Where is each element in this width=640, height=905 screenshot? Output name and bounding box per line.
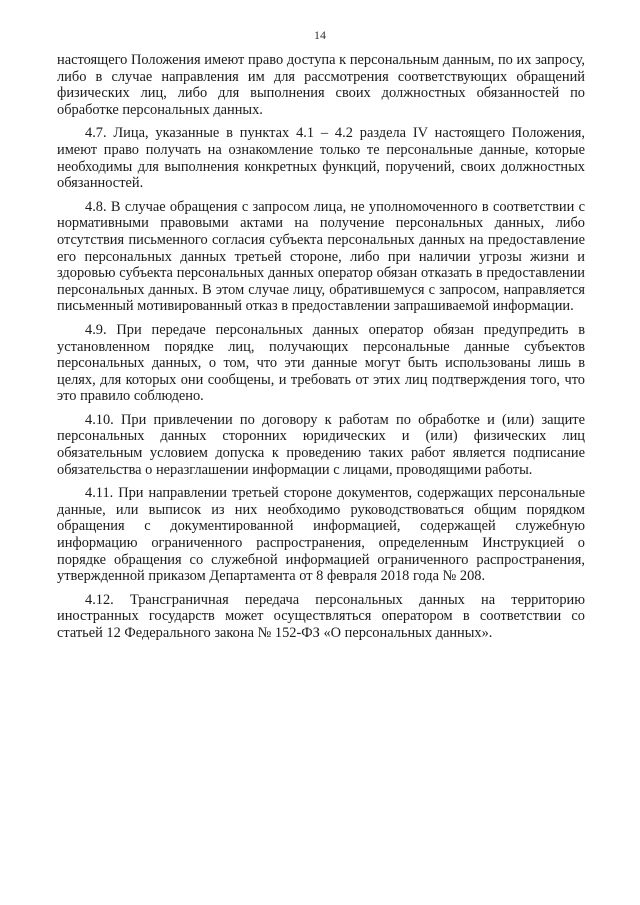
document-body [57,52,585,649]
paragraph-4-12: 4.12. Трансграничная передача персональных данных на территорию иностранных государств может осуществляться оператором в соответствии со статьей 12 Федерального закона № 152-ФЗ «О персональных данных». [57,591,585,641]
paragraph-4-8: 4.8. В случае обращения с запросом лица, не уполномоченного в соответствии с нормативными правовыми актами на получение персональных данных, либо отсутствия письменного согласия субъекта персональных данных на предоставление его персональных данных третьей стороне, либо при наличии угрозы жизни и здоровью субъекта персональных данных оператор обязан отказать в предоставлении персональных данных. В этом случае лицу, обратившемуся с запросом, направляется письменный мотивированный отказ в предоставлении запрашиваемой информации. [57,198,585,315]
paragraph-4-10: 4.10. При привлечении по договору к работам по обработке и (или) защите персональных данных сторонних юридических и (или) физических лиц обязательным условием допуска к проведению таких работ является подписание обязательства о неразглашении информации с лицами, проводящими работы. [57,411,585,478]
paragraph-4-7: 4.7. Лица, указанные в пунктах 4.1 – 4.2 раздела IV настоящего Положения, имеют право получать на ознакомление только те персональные данные, которые необходимы для выполнения конкретных функций, поручений, своих должностных обязанностей. [57,125,585,192]
paragraph-4-11: 4.11. При направлении третьей стороне документов, содержащих персональные данные, или выписок из них необходимо руководствоваться общим порядком обращения с документированной информацией, содержащей служебную информацию ограниченного распространения, определенным Инструкцией о порядке обращения со служебной информацией ограниченного распространения, утвержденной приказом Департамента от 8 февраля 2018 года № 208. [57,485,585,585]
paragraph-continuation: настоящего Положения имеют право доступа к персональным данным, по их запросу, либо в случае направления им для рассмотрения соответствующих обращений физических лиц, либо для выполнения своих должностных обязанностей по обработке персональных данных. [57,52,585,118]
page-number: 14 [314,28,326,42]
paragraph-4-9: 4.9. При передаче персональных данных оператор обязан предупредить в установленном порядке лиц, получающих персональные данные субъектов персональных данных, о том, что эти данные могут быть использованы лишь в целях, для которых они сообщены, и требовать от этих лиц подтверждения того, что это правило соблюдено. [57,321,585,405]
